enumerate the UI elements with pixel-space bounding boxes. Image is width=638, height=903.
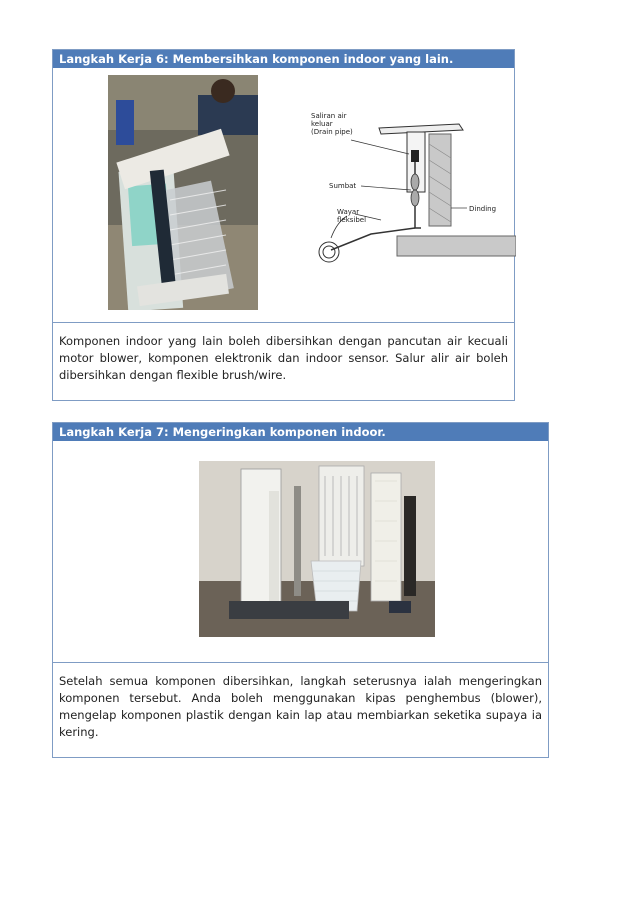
step-6-drain-diagram xyxy=(311,110,516,285)
step-6-image-area xyxy=(53,68,514,323)
step-6-panel xyxy=(52,49,515,401)
label-drain-pipe-2: keluar xyxy=(311,120,333,128)
step-7-image-area xyxy=(53,441,548,663)
step-6-body: Komponen indoor yang lain boleh dibersihkan dengan pancutan air kecuali motor blower, komponen elektronik dan indoor sensor. Salur alir air boleh dibersihkan dengan flexible brush/wire. xyxy=(59,334,508,382)
label-wall: Dinding xyxy=(469,205,497,213)
step-7-photo-drying xyxy=(199,461,435,637)
label-drain-pipe-1: Saliran air xyxy=(311,112,347,120)
step-7-title: Langkah Kerja 7: Mengeringkan komponen indoor. xyxy=(53,423,548,441)
step-7-panel xyxy=(52,422,549,758)
label-wire-2: fleksibel xyxy=(337,216,367,224)
step-7-body: Setelah semua komponen dibersihkan, langkah seterusnya ialah mengeringkan komponen tersebut. Anda boleh menggunakan kipas penghembus (blower), mengelap komponen plastik dengan kain lap atau membiarkan seketika supaya ia kering. xyxy=(59,674,542,739)
label-wire-1: Wayar xyxy=(337,208,360,216)
label-plug: Sumbat xyxy=(329,182,357,190)
step-6-photo-washing xyxy=(108,75,258,310)
label-drain-pipe-3: (Drain pipe) xyxy=(311,128,353,136)
step-6-title: Langkah Kerja 6: Membersihkan komponen indoor yang lain. xyxy=(53,50,514,68)
